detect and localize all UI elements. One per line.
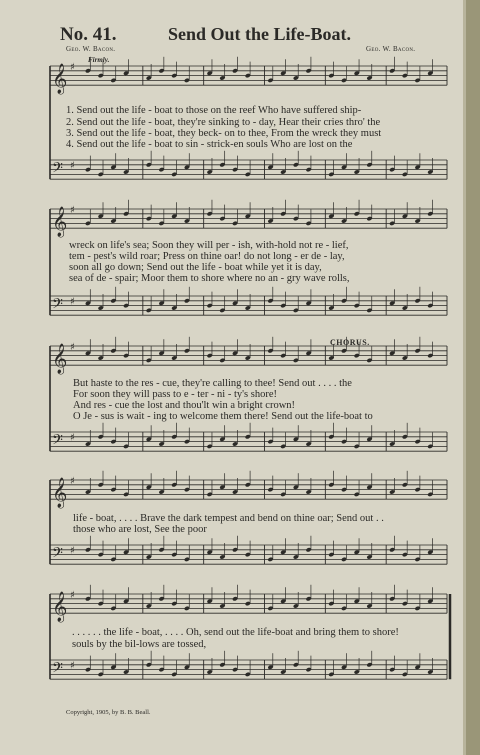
sharp-sign: ♯	[70, 432, 75, 444]
sharp-sign: ♯	[70, 589, 75, 601]
composer-credit: Geo. W. Bacon.	[366, 45, 416, 53]
bass-clef: 𝄢	[52, 160, 63, 181]
sharp-sign: ♯	[70, 545, 75, 557]
sharp-sign: ♯	[70, 204, 75, 216]
treble-clef: 𝄞	[52, 207, 68, 238]
hymn-number: No. 41.	[60, 24, 117, 45]
sharp-sign: ♯	[70, 296, 75, 308]
sharp-sign: ♯	[70, 660, 75, 672]
lyric-line: 4. Send out the life - boat to sin - strick-en souls Who are lost on the	[66, 139, 353, 150]
lyric-line: soon all go down; Send out the life - boat while yet it is day,	[69, 262, 322, 273]
copyright-notice: Copyright, 1905, by B. B. Beall.	[66, 709, 151, 716]
lyric-line: those who are lost, See the poor	[73, 524, 207, 535]
tempo-marking: Firmly.	[88, 56, 110, 64]
treble-clef: 𝄞	[52, 64, 68, 95]
sharp-sign: ♯	[70, 61, 75, 73]
sharp-sign: ♯	[70, 341, 75, 353]
lyricist-credit: Geo. W. Bacon.	[66, 45, 116, 53]
bass-clef: 𝄢	[52, 296, 63, 317]
sharp-sign: ♯	[70, 475, 75, 487]
chorus-label: CHORUS.	[330, 338, 370, 347]
lyric-line: But haste to the res - cue, they're calling to thee! Send out . . . . the	[73, 378, 352, 389]
lyric-line: souls by the bil-lows are tossed,	[72, 639, 207, 650]
treble-clef: 𝄞	[52, 592, 68, 623]
lyric-line: life - boat, . . . . Brave the dark tempest and bend on thine oar; Send out . .	[73, 513, 384, 524]
lyric-line: . . . . . . the life - boat, . . . . Oh, send out the life-boat and bring them to shore!	[72, 627, 399, 638]
bass-clef: 𝄢	[52, 432, 63, 453]
lyric-line: wreck on life's sea; Soon they will per - ish, with-hold not re - lief,	[69, 240, 349, 251]
lyric-line: For soon they will pass to e - ter - ni - ty's shore!	[73, 389, 277, 400]
sharp-sign: ♯	[70, 160, 75, 172]
hymn-title: Send Out the Life-Boat.	[168, 24, 352, 44]
bass-clef: 𝄢	[52, 660, 63, 681]
lyric-line: sea of de - spair; Moor them to shore where no an - gry wave rolls,	[69, 273, 350, 284]
lyric-line: tem - pest's wild roar; Press on thine oar! do not long - er de - lay,	[69, 251, 345, 262]
treble-clef: 𝄞	[52, 344, 68, 375]
lyric-line: 3. Send out the life - boat, they beck- on to thee, From the wreck they must	[66, 128, 382, 139]
lyric-line: 1. Send out the life - boat to those on the reef Who have suffered ship-	[66, 105, 362, 116]
bass-clef: 𝄢	[52, 545, 63, 566]
lyric-line: And res - cue the lost and thou'lt win a bright crown!	[73, 400, 296, 411]
lyric-line: 2. Send out the life - boat, they're sinking to - day, Hear their cries thro' the	[66, 117, 381, 128]
treble-clef: 𝄞	[52, 478, 68, 509]
lyric-line: O Je - sus is wait - ing to welcome them there! Send out the life-boat to	[73, 411, 373, 422]
